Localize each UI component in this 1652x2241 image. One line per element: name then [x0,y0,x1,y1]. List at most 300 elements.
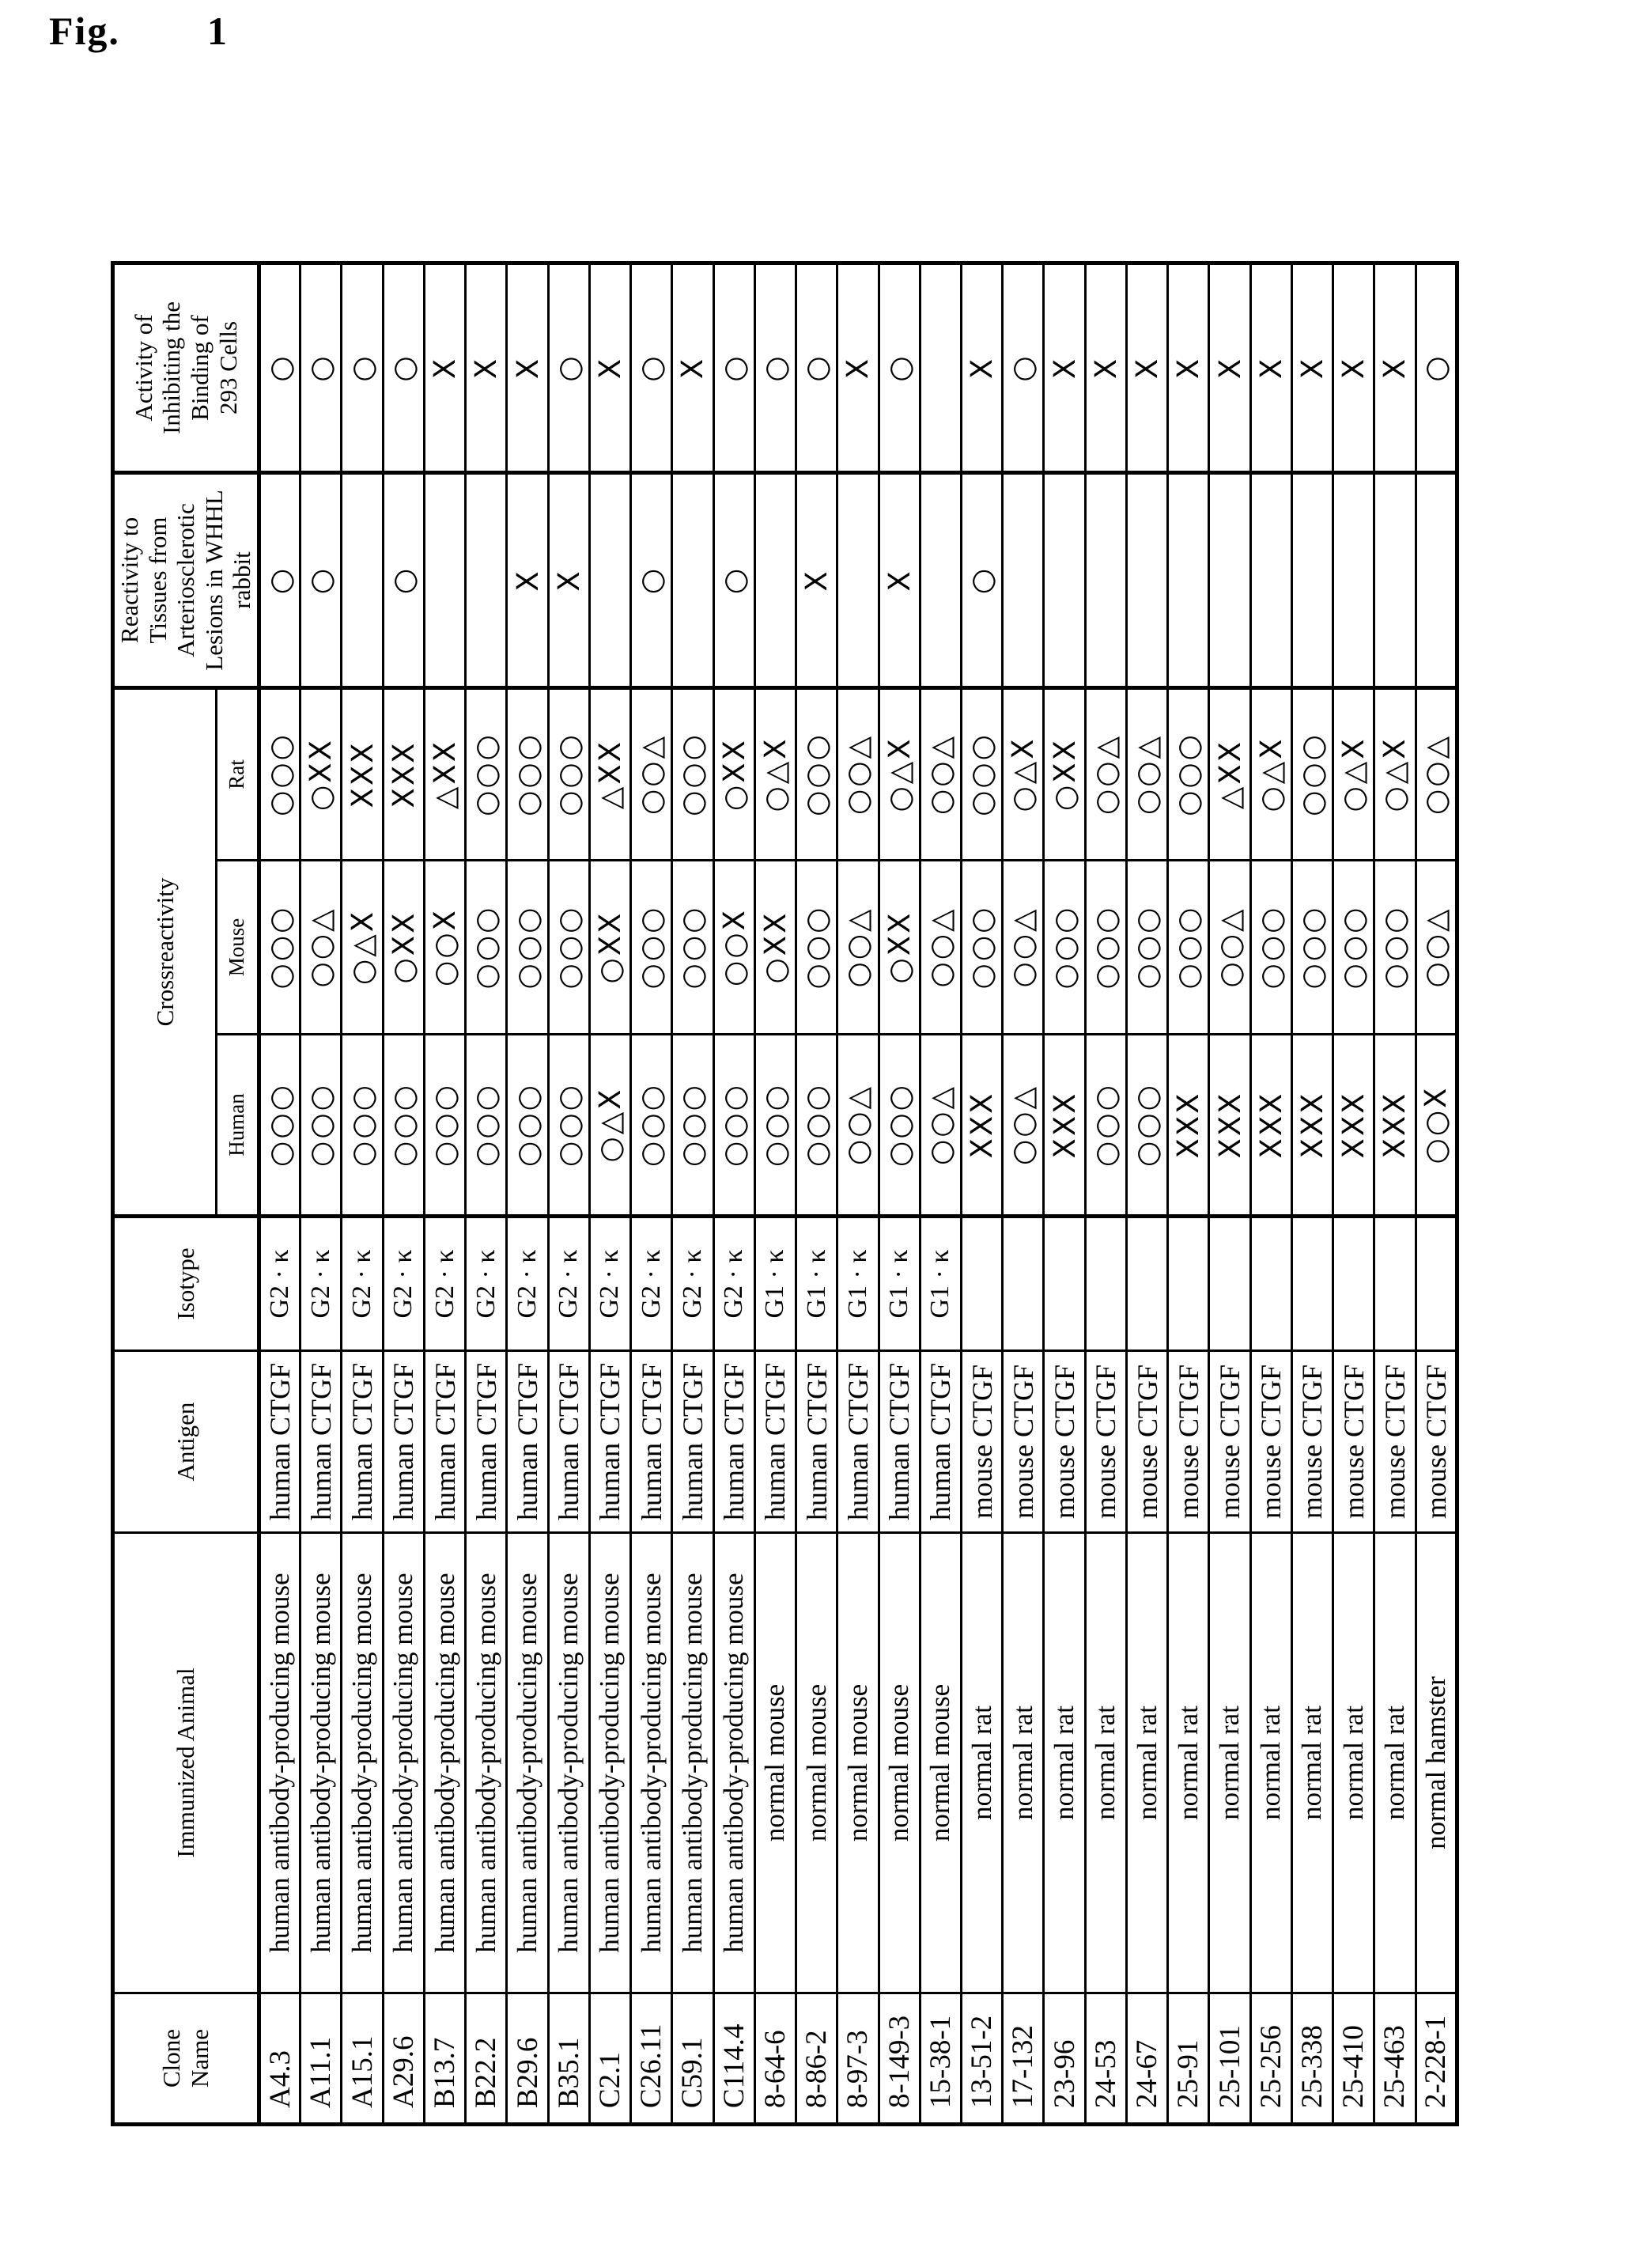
header-reactivity: Reactivity to Tissues from Arteriosclerotic Lesions in WHHL rabbit [113,472,259,687]
cell-cross-mouse: ○○△ [1003,861,1044,1035]
table-row [672,263,713,2124]
cell-cross-mouse: ○○○ [1333,861,1374,1035]
cell-isotype: G2 · κ [301,1217,342,1351]
cell-cross-human: ○○△ [837,1035,879,1217]
table-row [1003,263,1044,2124]
cell-clone-name: A11.1 [301,1993,342,2125]
cell-isotype [1168,1217,1209,1351]
cell-reactivity: X [548,472,589,687]
cell-cross-human: XXX [1374,1035,1416,1217]
cell-cross-human: XXX [1168,1035,1209,1217]
cell-cross-mouse: ○△X [342,861,383,1035]
cell-activity: ○ [548,263,589,472]
cell-isotype: G1 · κ [754,1217,796,1351]
cell-cross-mouse: ○○○ [507,861,548,1035]
cell-immunized-animal: normal rat [1374,1533,1416,1993]
cell-isotype: G1 · κ [837,1217,879,1351]
table-row [1044,263,1085,2124]
cell-cross-mouse: ○○○ [548,861,589,1035]
cell-isotype: G2 · κ [259,1217,301,1351]
table-body [259,263,1457,2124]
cell-cross-human: ○○△ [920,1035,961,1217]
cell-cross-rat: ○○○ [548,687,589,860]
cell-reactivity: ○ [301,472,342,687]
cell-cross-human: ○○○ [631,1035,672,1217]
cell-isotype [1044,1217,1085,1351]
cell-clone-name: 17-132 [1003,1993,1044,2125]
cell-activity: X [1374,263,1416,472]
cell-immunized-animal: human antibody-producing mouse [672,1533,713,1993]
cell-reactivity: ○ [713,472,754,687]
table-row [507,263,548,2124]
cell-cross-human: XXX [1250,1035,1291,1217]
cell-activity: X [1333,263,1374,472]
table-row [1126,263,1167,2124]
cell-cross-human: ○○○ [383,1035,424,1217]
cell-clone-name: A29.6 [383,1993,424,2125]
cell-activity [920,263,961,472]
cell-cross-mouse: ○XX [589,861,630,1035]
cell-isotype: G2 · κ [466,1217,507,1351]
cell-isotype: G2 · κ [589,1217,630,1351]
cell-immunized-animal: human antibody-producing mouse [466,1533,507,1993]
cell-cross-human: ○○○ [507,1035,548,1217]
cell-cross-mouse: ○○○ [1126,861,1167,1035]
antibody-clone-table [111,261,1459,2126]
cell-cross-rat: ○△X [879,687,920,860]
cell-cross-mouse: ○○○ [631,861,672,1035]
table-row [1085,263,1126,2124]
cell-reactivity: ○ [631,472,672,687]
header-activity: Activity of Inhibiting the Binding of 293 Cells [113,263,259,472]
table-row [259,263,301,2124]
cell-cross-rat: ○△X [1250,687,1291,860]
cell-cross-rat: ○○○ [961,687,1002,860]
cell-cross-rat: ○○○ [1168,687,1209,860]
cell-clone-name: 8-86-2 [796,1993,837,2125]
table-row [1416,263,1457,2124]
cell-cross-rat: ○○△ [631,687,672,860]
cell-cross-mouse: ○○○ [1291,861,1333,1035]
cell-immunized-animal: normal mouse [879,1533,920,1993]
cell-isotype [1291,1217,1333,1351]
table-row [1209,263,1250,2124]
cell-cross-mouse: ○○△ [301,861,342,1035]
cell-isotype: G2 · κ [713,1217,754,1351]
cell-antigen: mouse CTGF [1374,1351,1416,1533]
cell-reactivity [920,472,961,687]
cell-immunized-animal: human antibody-producing mouse [342,1533,383,1993]
cell-activity: ○ [796,263,837,472]
cell-cross-mouse: ○○○ [1044,861,1085,1035]
cell-cross-human: ○○○ [879,1035,920,1217]
cell-reactivity [672,472,713,687]
table-row [548,263,589,2124]
cell-immunized-animal: normal mouse [754,1533,796,1993]
header-isotype: Isotype [113,1217,259,1351]
cell-antigen: human CTGF [548,1351,589,1533]
cell-immunized-animal: human antibody-producing mouse [424,1533,465,1993]
cell-immunized-animal: human antibody-producing mouse [589,1533,630,1993]
cell-antigen: human CTGF [424,1351,465,1533]
cell-immunized-animal: normal rat [1250,1533,1291,1993]
cell-antigen: human CTGF [796,1351,837,1533]
cell-activity: X [466,263,507,472]
cell-immunized-animal: normal hamster [1416,1533,1457,1993]
cell-cross-rat: ○○○ [796,687,837,860]
cell-activity: X [1168,263,1209,472]
header-clone-name: Clone Name [113,1993,259,2125]
cell-cross-mouse: ○○△ [1209,861,1250,1035]
header-cross-rat: Rat [217,687,259,860]
cell-cross-mouse: ○○○ [259,861,301,1035]
cell-activity: ○ [879,263,920,472]
cell-clone-name: 8-149-3 [879,1993,920,2125]
cell-clone-name: A4.3 [259,1993,301,2125]
cell-clone-name: 24-67 [1126,1993,1167,2125]
cell-antigen: mouse CTGF [1126,1351,1167,1533]
cell-reactivity: ○ [961,472,1002,687]
cell-clone-name: A15.1 [342,1993,383,2125]
cell-reactivity [1291,472,1333,687]
header-cross-human: Human [217,1035,259,1217]
cell-cross-rat: △XX [589,687,630,860]
cell-antigen: mouse CTGF [1333,1351,1374,1533]
cell-isotype [1333,1217,1374,1351]
cell-immunized-animal: normal rat [1291,1533,1333,1993]
cell-cross-human: ○△X [589,1035,630,1217]
cell-activity: X [424,263,465,472]
cell-isotype: G1 · κ [879,1217,920,1351]
cell-immunized-animal: normal rat [961,1533,1002,1993]
cell-reactivity [1003,472,1044,687]
cell-cross-rat: ○○△ [920,687,961,860]
cell-cross-human: ○○○ [672,1035,713,1217]
cell-cross-human: ○○△ [1003,1035,1044,1217]
figure-title [49,8,229,54]
cell-cross-mouse: ○○○ [1085,861,1126,1035]
cell-reactivity [1416,472,1457,687]
cell-cross-rat: XXX [342,687,383,860]
cell-cross-rat: △XX [424,687,465,860]
table-row [342,263,383,2124]
cell-activity: ○ [342,263,383,472]
cell-cross-rat: △XX [1209,687,1250,860]
cell-reactivity [466,472,507,687]
cell-cross-rat: ○XX [713,687,754,860]
table-row [1168,263,1209,2124]
cell-activity: ○ [259,263,301,472]
cell-cross-human: ○○○ [713,1035,754,1217]
cell-immunized-animal: normal rat [1168,1533,1209,1993]
cell-isotype [1209,1217,1250,1351]
header-cross-mouse: Mouse [217,861,259,1035]
cell-antigen: human CTGF [920,1351,961,1533]
cell-clone-name: 25-101 [1209,1993,1250,2125]
cell-clone-name: B29.6 [507,1993,548,2125]
cell-isotype [1126,1217,1167,1351]
cell-clone-name: 8-97-3 [837,1993,879,2125]
cell-antigen: mouse CTGF [1003,1351,1044,1533]
cell-cross-rat: ○△X [1333,687,1374,860]
figure-label: Fig. [49,9,120,53]
cell-cross-mouse: ○○X [713,861,754,1035]
cell-antigen: mouse CTGF [1044,1351,1085,1533]
cell-cross-mouse: ○○△ [920,861,961,1035]
cell-cross-human: ○○○ [301,1035,342,1217]
cell-activity: ○ [1003,263,1044,472]
cell-activity: ○ [754,263,796,472]
cell-cross-human: XXX [1333,1035,1374,1217]
cell-cross-rat: ○○△ [837,687,879,860]
cell-cross-rat: ○○○ [507,687,548,860]
cell-cross-rat: ○XX [1044,687,1085,860]
cell-reactivity [837,472,879,687]
cell-clone-name: 2-228-1 [1416,1993,1457,2125]
cell-clone-name: 15-38-1 [920,1993,961,2125]
cell-isotype: G2 · κ [631,1217,672,1351]
cell-isotype: G2 · κ [507,1217,548,1351]
table-row [796,263,837,2124]
cell-reactivity: X [879,472,920,687]
cell-immunized-animal: normal mouse [837,1533,879,1993]
table-row [1291,263,1333,2124]
cell-cross-human: ○○X [1416,1035,1457,1217]
cell-cross-mouse: ○○○ [961,861,1002,1035]
cell-activity: X [1250,263,1291,472]
cell-clone-name: 25-410 [1333,1993,1374,2125]
cell-reactivity [1168,472,1209,687]
cell-cross-human: ○○○ [754,1035,796,1217]
cell-clone-name: 25-338 [1291,1993,1333,2125]
cell-antigen: mouse CTGF [961,1351,1002,1533]
cell-activity: X [672,263,713,472]
cell-cross-human: XXX [961,1035,1002,1217]
cell-activity: ○ [301,263,342,472]
cell-immunized-animal: normal rat [1044,1533,1085,1993]
cell-clone-name: B22.2 [466,1993,507,2125]
cell-cross-mouse: ○○○ [1250,861,1291,1035]
cell-cross-human: ○○○ [424,1035,465,1217]
cell-cross-mouse: ○○○ [672,861,713,1035]
cell-cross-human: ○○○ [796,1035,837,1217]
cell-cross-mouse: ○XX [879,861,920,1035]
table-row [424,263,465,2124]
cell-cross-rat: ○○△ [1416,687,1457,860]
cell-clone-name: 23-96 [1044,1993,1085,2125]
cell-isotype: G2 · κ [383,1217,424,1351]
header-crossreactivity: Crossreactivity [113,687,217,1216]
cell-cross-rat: ○△X [1374,687,1416,860]
cell-immunized-animal: normal rat [1209,1533,1250,1993]
cell-isotype: G2 · κ [672,1217,713,1351]
figure-number: 1 [206,9,229,53]
cell-antigen: mouse CTGF [1168,1351,1209,1533]
cell-immunized-animal: human antibody-producing mouse [259,1533,301,1993]
cell-isotype [1003,1217,1044,1351]
cell-cross-mouse: ○XX [383,861,424,1035]
cell-cross-mouse: ○○X [424,861,465,1035]
cell-cross-human: ○○○ [1085,1035,1126,1217]
cell-activity: ○ [383,263,424,472]
header-antigen: Antigen [113,1351,259,1533]
cell-reactivity [1333,472,1374,687]
cell-antigen: human CTGF [259,1351,301,1533]
cell-isotype: G2 · κ [424,1217,465,1351]
cell-activity: X [837,263,879,472]
cell-immunized-animal: normal rat [1126,1533,1167,1993]
cell-isotype [1416,1217,1457,1351]
cell-immunized-animal: normal rat [1003,1533,1044,1993]
cell-activity: X [1085,263,1126,472]
cell-immunized-animal: human antibody-producing mouse [383,1533,424,1993]
table-row [713,263,754,2124]
cell-cross-mouse: ○○○ [1374,861,1416,1035]
cell-cross-rat: ○△X [1003,687,1044,860]
cell-cross-rat: ○○○ [259,687,301,860]
cell-activity: X [507,263,548,472]
cell-reactivity [424,472,465,687]
cell-cross-mouse: ○○○ [466,861,507,1035]
cell-cross-mouse: ○○△ [1416,861,1457,1035]
cell-reactivity [342,472,383,687]
table-row [754,263,796,2124]
cell-cross-mouse: ○XX [754,861,796,1035]
cell-immunized-animal: human antibody-producing mouse [631,1533,672,1993]
table-row [383,263,424,2124]
cell-clone-name: B35.1 [548,1993,589,2125]
cell-reactivity [1126,472,1167,687]
cell-antigen: human CTGF [672,1351,713,1533]
cell-reactivity [1044,472,1085,687]
table-row [631,263,672,2124]
cell-cross-mouse: ○○○ [1168,861,1209,1035]
cell-immunized-animal: normal rat [1333,1533,1374,1993]
cell-antigen: mouse CTGF [1085,1351,1126,1533]
table-row [1250,263,1291,2124]
cell-clone-name: 24-53 [1085,1993,1126,2125]
cell-cross-human: XXX [1209,1035,1250,1217]
table-row [589,263,630,2124]
cell-clone-name: 25-463 [1374,1993,1416,2125]
cell-clone-name: C26.11 [631,1993,672,2125]
cell-cross-human: ○○○ [342,1035,383,1217]
cell-immunized-animal: normal mouse [796,1533,837,1993]
cell-activity: X [961,263,1002,472]
cell-isotype: G1 · κ [796,1217,837,1351]
cell-isotype [1085,1217,1126,1351]
cell-clone-name: 25-256 [1250,1993,1291,2125]
cell-isotype [1250,1217,1291,1351]
cell-activity: X [1209,263,1250,472]
cell-reactivity [1209,472,1250,687]
cell-antigen: human CTGF [342,1351,383,1533]
cell-antigen: human CTGF [383,1351,424,1533]
cell-clone-name: C59.1 [672,1993,713,2125]
table-row [837,263,879,2124]
cell-activity: ○ [631,263,672,472]
cell-reactivity [1085,472,1126,687]
cell-isotype: G2 · κ [548,1217,589,1351]
cell-isotype: G1 · κ [920,1217,961,1351]
cell-antigen: mouse CTGF [1250,1351,1291,1533]
cell-reactivity: ○ [259,472,301,687]
cell-activity: ○ [1416,263,1457,472]
cell-cross-human: ○○○ [466,1035,507,1217]
cell-reactivity [1250,472,1291,687]
cell-cross-human: ○○○ [1126,1035,1167,1217]
header-immunized-animal: Immunized Animal [113,1533,259,1993]
cell-cross-rat: ○△X [754,687,796,860]
cell-immunized-animal: normal mouse [920,1533,961,1993]
cell-activity: X [1044,263,1085,472]
cell-antigen: human CTGF [589,1351,630,1533]
cell-antigen: human CTGF [631,1351,672,1533]
cell-antigen: human CTGF [466,1351,507,1533]
table-row [466,263,507,2124]
cell-cross-human: XXX [1044,1035,1085,1217]
cell-reactivity [754,472,796,687]
cell-clone-name: 25-91 [1168,1993,1209,2125]
cell-cross-human: ○○○ [548,1035,589,1217]
cell-immunized-animal: human antibody-producing mouse [713,1533,754,1993]
cell-reactivity [589,472,630,687]
cell-cross-rat: ○○○ [672,687,713,860]
cell-immunized-animal: human antibody-producing mouse [301,1533,342,1993]
cell-isotype [961,1217,1002,1351]
cell-clone-name: C114.4 [713,1993,754,2125]
table-row [1374,263,1416,2124]
cell-reactivity: ○ [383,472,424,687]
cell-antigen: human CTGF [754,1351,796,1533]
cell-immunized-animal: human antibody-producing mouse [507,1533,548,1993]
cell-antigen: human CTGF [837,1351,879,1533]
cell-clone-name: B13.7 [424,1993,465,2125]
cell-antigen: human CTGF [879,1351,920,1533]
cell-immunized-animal: normal rat [1085,1533,1126,1993]
table-row [879,263,920,2124]
cell-cross-human: XXX [1291,1035,1333,1217]
cell-clone-name: 8-64-6 [754,1993,796,2125]
cell-cross-rat: ○XX [301,687,342,860]
cell-clone-name: 13-51-2 [961,1993,1002,2125]
cell-clone-name: C2.1 [589,1993,630,2125]
rotated-table-container [111,265,1459,2126]
cell-antigen: human CTGF [713,1351,754,1533]
cell-cross-rat: ○○△ [1085,687,1126,860]
cell-activity: X [1291,263,1333,472]
cell-antigen: mouse CTGF [1209,1351,1250,1533]
table-row [1333,263,1374,2124]
cell-reactivity: X [507,472,548,687]
cell-activity: X [1126,263,1167,472]
table-row [920,263,961,2124]
table-row [961,263,1002,2124]
cell-cross-mouse: ○○△ [837,861,879,1035]
cell-activity: ○ [713,263,754,472]
cell-antigen: mouse CTGF [1291,1351,1333,1533]
cell-cross-rat: ○○○ [466,687,507,860]
table-row [301,263,342,2124]
cell-cross-rat: ○○○ [1291,687,1333,860]
cell-reactivity [1374,472,1416,687]
cell-cross-mouse: ○○○ [796,861,837,1035]
cell-activity: X [589,263,630,472]
cell-immunized-animal: human antibody-producing mouse [548,1533,589,1993]
cell-antigen: human CTGF [301,1351,342,1533]
cell-cross-rat: XXX [383,687,424,860]
cell-antigen: mouse CTGF [1416,1351,1457,1533]
